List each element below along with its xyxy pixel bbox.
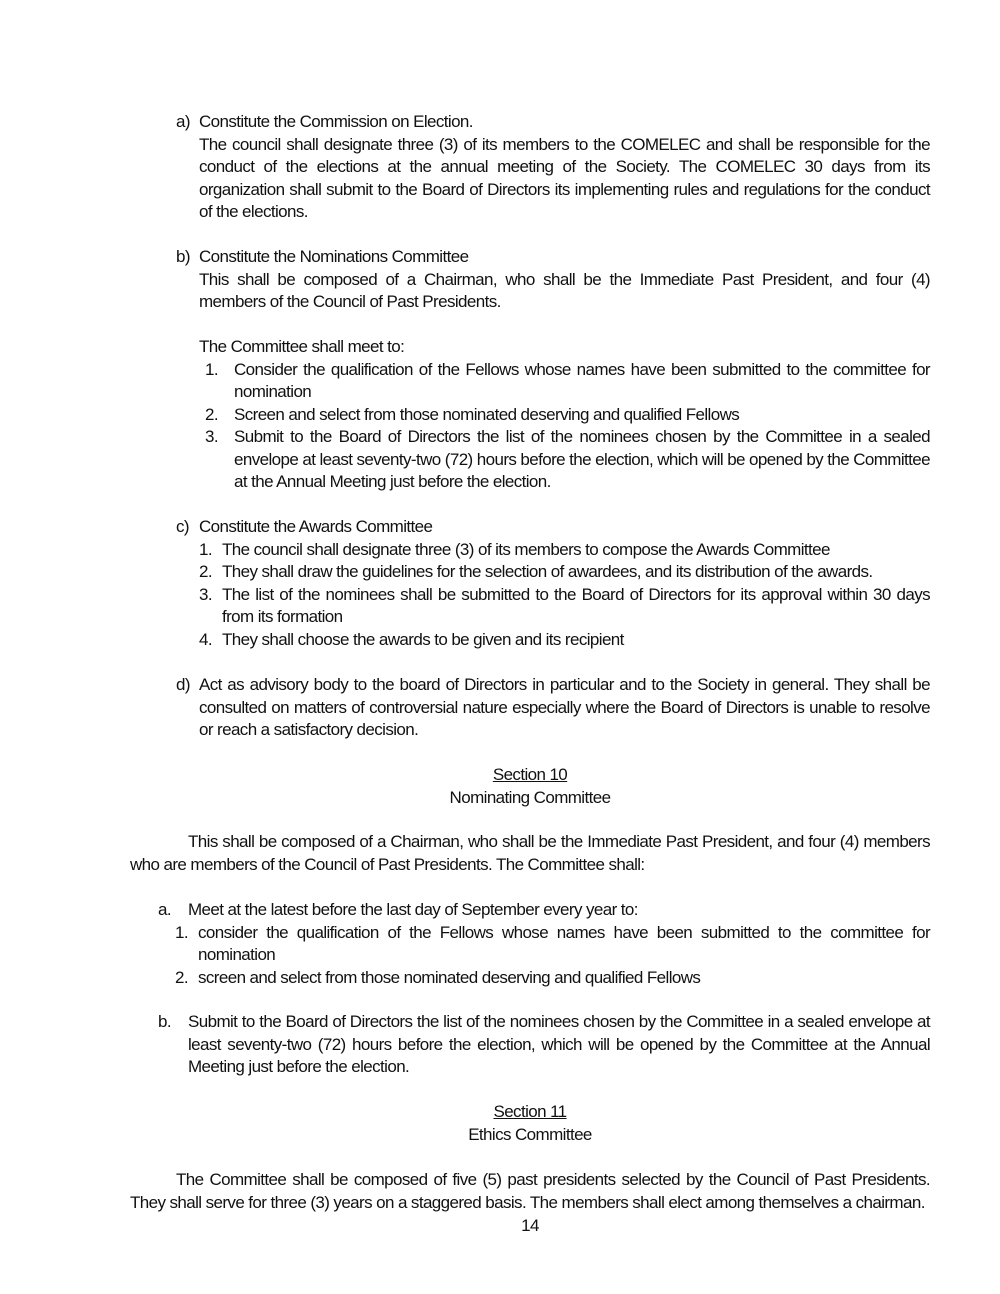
item-c-title: Constitute the Awards Committee [199,517,433,536]
section-10-item-a-list [175,922,930,990]
list-item-text: consider the qualification of the Fellows whose names have been submitted to the committee for nomination [198,922,930,964]
list-item-text: The list of the nominees shall be submitted to the Board of Directors for its approval within 30 days from its formation [222,584,930,626]
list-item [175,967,930,990]
item-d-marker: d) [176,675,190,694]
section-11-paragraph: The Committee shall be composed of five (5) past presidents selected by the Council of Past Presidents. They shall serve for three (3) years on a staggered basis. The members shall elect among themselves a chairman. [130,1170,930,1212]
item-a-marker: a) [176,112,190,131]
list-number: 1. [205,359,218,379]
list-item-text: Consider the qualification of the Fellows whose names have been submitted to the committee for nomination [234,359,930,401]
section-10-subtitle: Nominating Committee [449,787,611,807]
item-c-marker: c) [176,517,189,536]
section-10-title: Section 10 [492,765,568,784]
item-b [176,246,930,494]
list-item [199,539,930,562]
list-item [199,404,930,427]
item-b-title: Constitute the Nominations Committee [199,247,469,266]
list-item [199,561,930,584]
list-number: 1. [175,922,188,942]
list-item-text: Submit to the Board of Directors the list of the nominees chosen by the Committee in a sealed envelope at least seventy-two (72) hours before the election, which will be opened by the Committee at the Annual Meeting just before the election. [234,427,930,491]
section-10-item-b [158,1011,930,1079]
item-b-text: This shall be composed of a Chairman, who shall be the Immediate Past President, and four (4) members of the Council of Past Presidents. [199,269,930,311]
list-number: 3. [199,584,212,604]
item-c [176,516,930,651]
list-item-text: They shall draw the guidelines for the selection of awardees, and its distribution of the awards. [222,562,873,581]
section-10-item-a-marker: a. [158,900,171,919]
item-b-list [199,359,930,494]
list-item-text: screen and select from those nominated deserving and qualified Fellows [198,967,701,987]
item-c-list [199,539,930,652]
list-item [199,359,930,404]
item-a [176,111,930,224]
item-b-marker: b) [176,247,190,266]
section-10-heading [330,764,730,809]
list-item [175,922,930,967]
list-number: 1. [199,539,212,559]
section-11-heading [330,1101,730,1146]
section-10-item-b-text: Submit to the Board of Directors the list of the nominees chosen by the Committee in a sealed envelope at least seventy-two (72) hours before the election, which will be opened by the Committee at the Annual Meeting just before the election. [188,1012,930,1076]
list-number: 3. [205,427,218,446]
item-d-text: Act as advisory body to the board of Directors in particular and to the Society in general. They shall be consulted on matters of controversial nature especially where the Board of Directors is unable to resolve or reach a satisfactory decision. [199,675,930,739]
list-number: 2. [175,967,188,987]
page-number: 14 [521,1216,539,1235]
item-d [176,674,930,742]
section-11-title: Section 11 [493,1102,567,1121]
item-b-intro: The Committee shall meet to: [199,337,405,356]
item-a-title: Constitute the Commission on Election. [199,112,473,131]
list-item [199,629,930,652]
list-item-text: The council shall designate three (3) of its members to compose the Awards Committee [222,539,830,559]
section-10-paragraph: This shall be composed of a Chairman, who shall be the Immediate Past President, and four (4) members who are members of the Council of Past Presidents. The Committee shall: [130,832,930,874]
section-10-item-a-text: Meet at the latest before the last day of September every year to: [188,900,638,919]
section-10-item-b-marker: b. [158,1012,171,1031]
item-a-text: The council shall designate three (3) of its members to the COMELEC and shall be responsible for the conduct of the elections at the annual meeting of the Society. The COMELEC 30 days from its organization shall submit to the Board of Directors its implementing rules and regulations for the conduct of the elections. [199,134,930,221]
list-item [199,426,930,494]
list-number: 4. [199,629,212,649]
list-item-text: Screen and select from those nominated deserving and qualified Fellows [234,404,740,424]
section-11-subtitle: Ethics Committee [468,1124,592,1144]
section-10-item-a [158,899,930,989]
list-number: 2. [205,404,218,424]
list-number: 2. [199,562,212,581]
spacer [199,314,930,337]
list-item [199,584,930,629]
list-item-text: They shall choose the awards to be given and its recipient [222,629,624,649]
